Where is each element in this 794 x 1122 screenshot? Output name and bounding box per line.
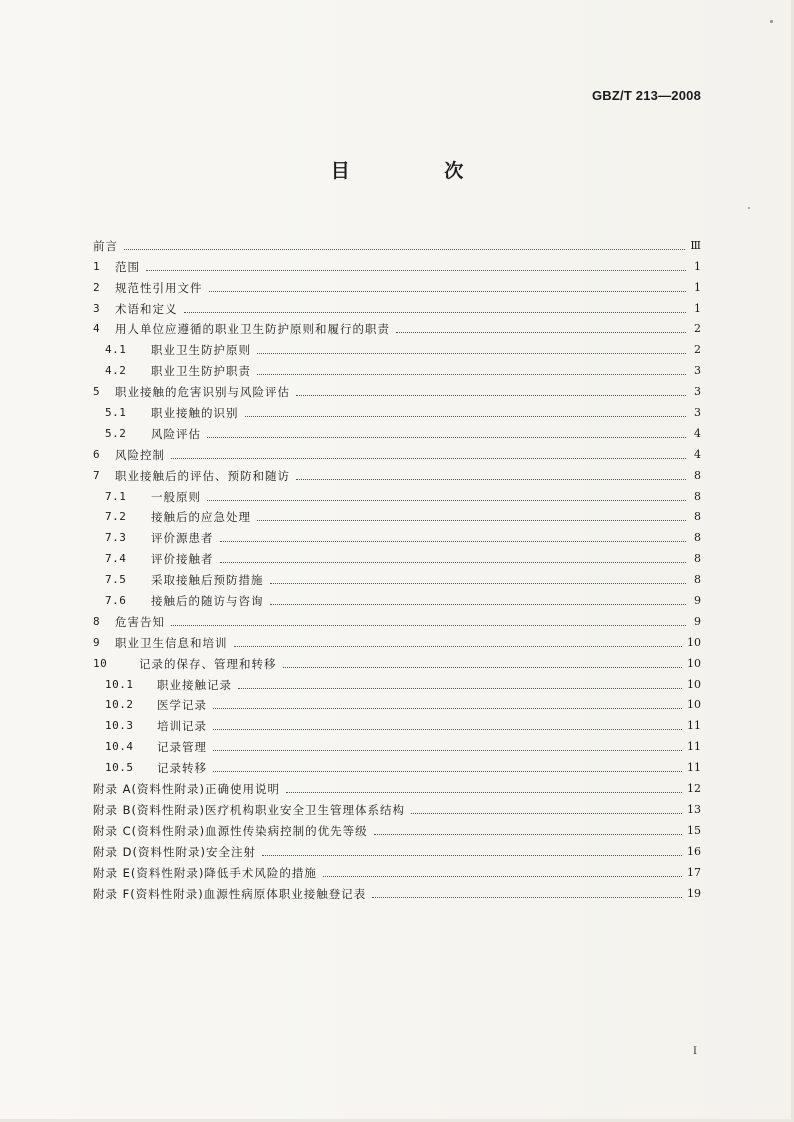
toc-entry-label: 记录转移	[157, 761, 207, 776]
toc-entry[interactable]	[93, 775, 701, 796]
dot-leader	[171, 457, 686, 459]
toc-entry[interactable]	[93, 274, 701, 295]
toc-entry-label: 危害告知	[115, 614, 165, 629]
toc-entry[interactable]	[93, 253, 701, 274]
dot-leader	[323, 875, 682, 877]
toc-entry-label: 记录的保存、管理和转移	[139, 656, 277, 671]
toc-entry[interactable]	[93, 650, 701, 671]
dot-leader	[257, 519, 686, 521]
toc-entry-page: 3	[694, 364, 701, 378]
toc-entry[interactable]	[93, 545, 701, 566]
toc-entry[interactable]	[93, 399, 701, 420]
dot-leader	[184, 311, 687, 313]
toc-entry-page: 9	[694, 594, 701, 608]
toc-entry-label: 接触后的随访与咨询	[151, 594, 264, 609]
toc-entry-label: 职业接触的识别	[151, 406, 239, 421]
toc-entry-page: 10	[687, 656, 701, 670]
toc-entry-label: 范围	[115, 259, 140, 274]
toc-entry-number: 4.1	[105, 343, 127, 357]
toc-entry[interactable]	[93, 838, 701, 859]
toc-entry-page: 11	[687, 761, 701, 775]
toc-entry-number: 5	[93, 385, 101, 399]
toc-entry-label: 前言	[93, 238, 118, 253]
toc-entry-label: 职业卫生信息和培训	[115, 635, 228, 650]
toc-entry-label: 职业接触后的评估、预防和随访	[115, 468, 290, 483]
toc-entry-number: 10.4	[105, 740, 134, 754]
toc-entry-page: 2	[694, 343, 701, 357]
dot-leader	[286, 791, 682, 793]
toc-entry-label: 附录 E(资料性附录)降低手术风险的措施	[93, 865, 317, 880]
toc-entry-number: 4	[93, 322, 101, 336]
toc-entry-page: 3	[694, 406, 701, 420]
toc-entry-page: 8	[694, 552, 701, 566]
toc-entry-page: 10	[687, 698, 701, 712]
toc-entry-number: 7.2	[105, 510, 127, 524]
toc-entry[interactable]	[93, 357, 701, 378]
toc-entry[interactable]	[93, 712, 701, 733]
dot-leader	[213, 749, 682, 751]
toc-entry-page: 10	[687, 635, 701, 649]
toc-entry-number: 4.2	[105, 364, 127, 378]
dot-leader	[374, 833, 682, 835]
toc-entry-page: 10	[687, 677, 701, 691]
toc-entry-label: 职业接触的危害识别与风险评估	[115, 385, 290, 400]
toc-entry-number: 7.3	[105, 531, 127, 545]
toc-entry-label: 一般原则	[151, 489, 201, 504]
dot-leader	[220, 540, 687, 542]
standard-code: GBZ/T 213—2008	[591, 88, 701, 103]
toc-entry-label: 术语和定义	[115, 301, 178, 316]
dot-leader	[372, 896, 682, 898]
dot-leader	[238, 687, 682, 689]
toc-entry[interactable]	[93, 629, 701, 650]
toc-entry-label: 采取接触后预防措施	[151, 573, 264, 588]
dot-leader	[171, 624, 686, 626]
toc-entry[interactable]	[93, 796, 701, 817]
toc-entry[interactable]	[93, 608, 701, 629]
toc-entry[interactable]	[93, 441, 701, 462]
toc-entry-label: 职业卫生防护原则	[151, 343, 251, 358]
toc-entry[interactable]	[93, 316, 701, 337]
dot-leader	[257, 352, 686, 354]
toc-entry[interactable]	[93, 336, 701, 357]
toc-entry-page: 4	[694, 426, 701, 440]
toc-entry-page: 3	[694, 385, 701, 399]
dot-leader	[262, 854, 682, 856]
toc-entry[interactable]	[93, 420, 701, 441]
toc-entry-page: 1	[694, 259, 701, 273]
toc-entry-number: 9	[93, 635, 101, 649]
toc-entry-label: 附录 C(资料性附录)血源性传染病控制的优先等级	[93, 823, 368, 838]
dot-leader	[296, 394, 686, 396]
toc-entry-label: 接触后的应急处理	[151, 510, 251, 525]
toc-entry-number: 10	[93, 656, 108, 670]
toc-entry-label: 评价源患者	[151, 531, 214, 546]
toc-entry-label: 职业卫生防护职责	[151, 364, 251, 379]
toc-entry-number: 10.3	[105, 719, 134, 733]
toc-entry-page: 2	[694, 322, 701, 336]
toc-entry[interactable]	[93, 483, 701, 504]
toc-entry-number: 1	[93, 259, 101, 273]
dot-leader	[146, 269, 686, 271]
toc-entry-page: 8	[694, 468, 701, 482]
dot-leader	[207, 499, 686, 501]
dot-leader	[234, 645, 683, 647]
toc-entry-page: 1	[694, 280, 701, 294]
dot-leader	[283, 666, 683, 668]
toc-entry-number: 10.1	[105, 677, 134, 691]
scan-speck	[770, 20, 773, 23]
toc-entry-number: 8	[93, 614, 101, 628]
dot-leader	[411, 812, 682, 814]
dot-leader	[207, 436, 686, 438]
toc-entry-number: 7.4	[105, 552, 127, 566]
dot-leader	[396, 331, 686, 333]
toc-entry[interactable]	[93, 232, 701, 253]
toc-entry-number: 10.5	[105, 761, 134, 775]
toc-entry-number: 6	[93, 447, 101, 461]
toc-entry-page: 8	[694, 510, 701, 524]
toc-entry[interactable]	[93, 378, 701, 399]
toc-entry[interactable]	[93, 754, 701, 775]
toc-entry-label: 职业接触记录	[157, 677, 232, 692]
toc-entry-page: 11	[687, 719, 701, 733]
toc-entry-number: 7.5	[105, 573, 127, 587]
toc-entry-number: 2	[93, 280, 101, 294]
toc-entry-page: 17	[687, 865, 701, 879]
toc-entry-number: 5.2	[105, 426, 127, 440]
toc-entry-page: 11	[687, 740, 701, 754]
toc-entry-label: 附录 D(资料性附录)安全注射	[93, 844, 256, 859]
toc-entry[interactable]	[93, 880, 701, 901]
toc-entry-page: 8	[694, 573, 701, 587]
toc-entry[interactable]	[93, 692, 701, 713]
dot-leader	[270, 582, 687, 584]
toc-entry-page: Ⅲ	[690, 238, 701, 252]
toc-entry[interactable]	[93, 587, 701, 608]
page-number: I	[693, 1046, 697, 1057]
toc-entry-page: 12	[687, 782, 701, 796]
toc-entry-number: 5.1	[105, 406, 127, 420]
dot-leader	[296, 478, 686, 480]
dot-leader	[213, 707, 682, 709]
dot-leader	[245, 415, 687, 417]
toc-entry-number: 10.2	[105, 698, 134, 712]
toc-entry-label: 附录 F(资料性附录)血源性病原体职业接触登记表	[93, 886, 367, 901]
dot-leader	[257, 373, 686, 375]
toc-entry-page: 8	[694, 531, 701, 545]
dot-leader	[213, 728, 682, 730]
toc-entry[interactable]	[93, 295, 701, 316]
page-title: 目 次	[330, 160, 508, 182]
toc-entry[interactable]	[93, 504, 701, 525]
toc-entry-label: 附录 A(资料性附录)正确使用说明	[93, 782, 280, 797]
toc-entry[interactable]	[93, 566, 701, 587]
toc-entry-label: 附录 B(资料性附录)医疗机构职业安全卫生管理体系结构	[93, 802, 406, 817]
toc-entry-page: 8	[694, 489, 701, 503]
toc-entry[interactable]	[93, 671, 701, 692]
toc-entry[interactable]	[93, 817, 701, 838]
toc-entry[interactable]	[93, 524, 701, 545]
toc-entry-page: 19	[687, 886, 701, 900]
dot-leader	[213, 770, 682, 772]
toc-entry-page: 15	[687, 823, 701, 837]
table-of-contents	[93, 232, 701, 901]
toc-entry-label: 风险控制	[115, 447, 165, 462]
toc-entry-label: 规范性引用文件	[115, 280, 203, 295]
dot-leader	[209, 290, 687, 292]
scan-speck	[748, 207, 750, 209]
toc-entry-page: 1	[694, 301, 701, 315]
toc-entry-page: 16	[687, 844, 701, 858]
dot-leader	[270, 603, 687, 605]
toc-entry-label: 记录管理	[157, 740, 207, 755]
dot-leader	[220, 561, 687, 563]
dot-leader	[124, 248, 685, 250]
toc-entry-page: 13	[687, 802, 701, 816]
toc-entry-number: 7	[93, 468, 101, 482]
toc-entry-label: 医学记录	[157, 698, 207, 713]
toc-entry-page: 9	[694, 614, 701, 628]
toc-entry-number: 7.6	[105, 594, 127, 608]
toc-entry-label: 风险评估	[151, 426, 201, 441]
toc-entry-number: 3	[93, 301, 101, 315]
toc-entry-label: 用人单位应遵循的职业卫生防护原则和履行的职责	[115, 322, 390, 337]
toc-entry-number: 7.1	[105, 489, 127, 503]
toc-entry-page: 4	[694, 447, 701, 461]
toc-entry-label: 评价接触者	[151, 552, 214, 567]
toc-entry-label: 培训记录	[157, 719, 207, 734]
toc-entry[interactable]	[93, 859, 701, 880]
toc-entry[interactable]	[93, 462, 701, 483]
toc-entry[interactable]	[93, 733, 701, 754]
